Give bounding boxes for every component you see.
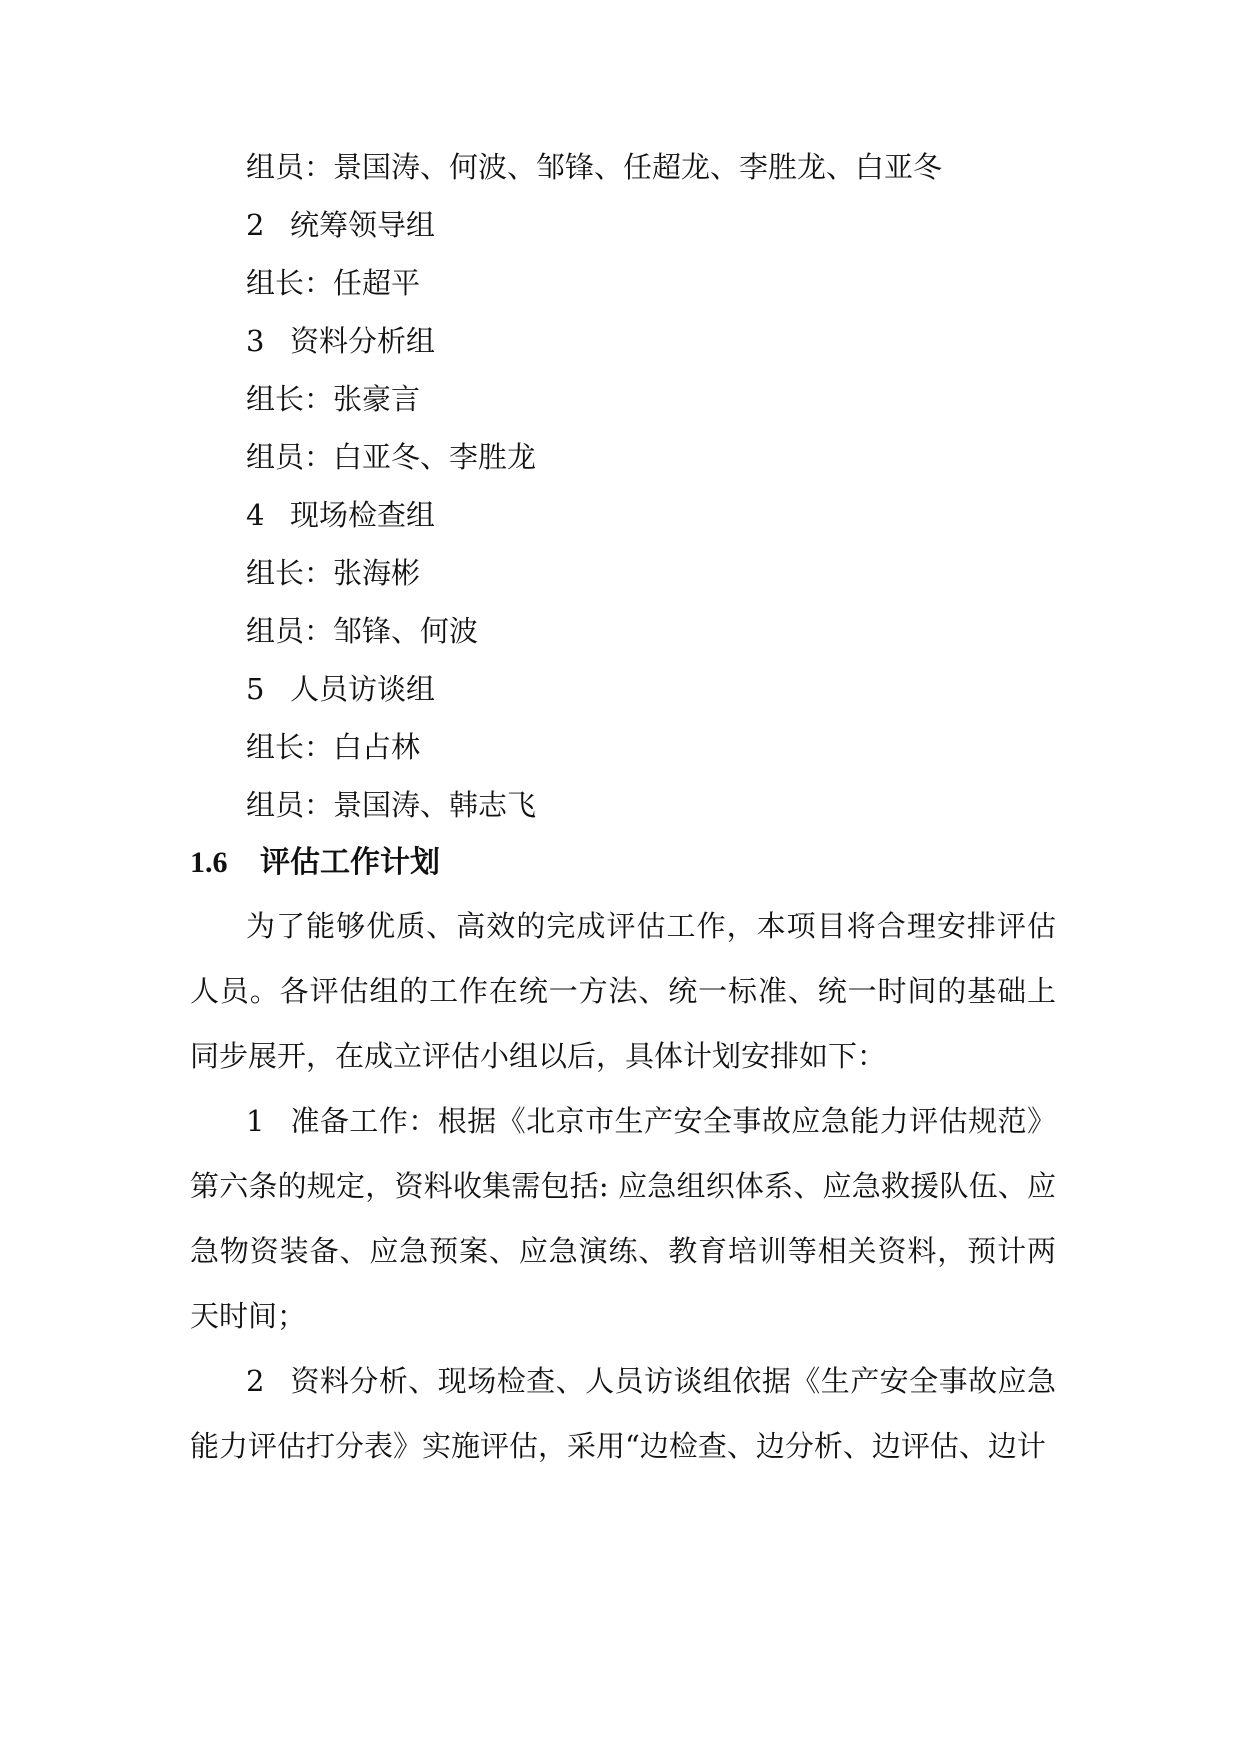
step-text: 资料分析、现场检查、人员访谈组依据《生产安全事故应急能力评估打分表》实施评估，采用“边检查、边分析、边评估、边计	[190, 1364, 1056, 1463]
group-number: 3	[246, 324, 265, 358]
step-paragraph-2	[190, 1349, 1056, 1479]
leader-line-site-inspection	[246, 553, 420, 593]
intro-paragraph: 为了能够优质、高效的完成评估工作，本项目将合理安排评估人员。各评估组的工作在统一方法、统一标准、统一时间的基础上同步展开，在成立评估小组以后，具体计划安排如下：	[190, 909, 1056, 1073]
members-value: 景国涛、韩志飞	[333, 788, 537, 822]
members-label: 组员：	[246, 788, 334, 822]
section-title: 评估工作计划	[260, 845, 440, 880]
group-heading-coordination	[246, 205, 435, 245]
group-heading-interview	[246, 669, 435, 709]
members-value: 邹锋、何波	[333, 614, 479, 648]
leader-line-data-analysis	[246, 379, 420, 419]
members-line-interview	[246, 785, 536, 825]
leader-label: 组长：	[246, 556, 334, 590]
step-paragraph-1	[190, 1089, 1056, 1349]
members-line-data-analysis	[246, 437, 536, 477]
leader-value: 张豪言	[333, 382, 421, 416]
group-title: 人员访谈组	[290, 672, 436, 706]
section-heading	[190, 843, 440, 883]
members-label: 组员：	[246, 440, 334, 474]
leader-label: 组长：	[246, 730, 334, 764]
group-number: 5	[246, 672, 265, 706]
section-number: 1.6	[190, 846, 228, 879]
members-value: 景国涛、何波、邹锋、任超龙、李胜龙、白亚冬	[333, 150, 943, 184]
step-text: 准备工作：根据《北京市生产安全事故应急能力评估规范》第六条的规定，资料收集需包括: 应急组织体系、应急救援队伍、应急物资装备、应急预案、应急演练、教育培训等相关资料，预计两天时间；	[190, 1104, 1056, 1333]
leader-value: 张海彬	[333, 556, 421, 590]
step-number: 2	[246, 1364, 265, 1398]
group-heading-data-analysis	[246, 321, 435, 361]
group-heading-site-inspection	[246, 495, 435, 535]
members-label: 组员：	[246, 614, 334, 648]
leader-value: 白占林	[333, 730, 421, 764]
leader-value: 任超平	[333, 266, 421, 300]
group-number: 2	[246, 208, 265, 242]
members-label: 组员：	[246, 150, 334, 184]
group-title: 统筹领导组	[290, 208, 436, 242]
step-number: 1	[246, 1104, 265, 1138]
leader-label: 组长：	[246, 266, 334, 300]
members-value: 白亚冬、李胜龙	[333, 440, 537, 474]
leader-line-interview	[246, 727, 420, 767]
leader-line-coordination	[246, 263, 420, 303]
group-number: 4	[246, 498, 265, 532]
members-line	[246, 147, 942, 187]
leader-label: 组长：	[246, 382, 334, 416]
members-line-site-inspection	[246, 611, 478, 651]
group-title: 资料分析组	[290, 324, 436, 358]
group-title: 现场检查组	[290, 498, 436, 532]
